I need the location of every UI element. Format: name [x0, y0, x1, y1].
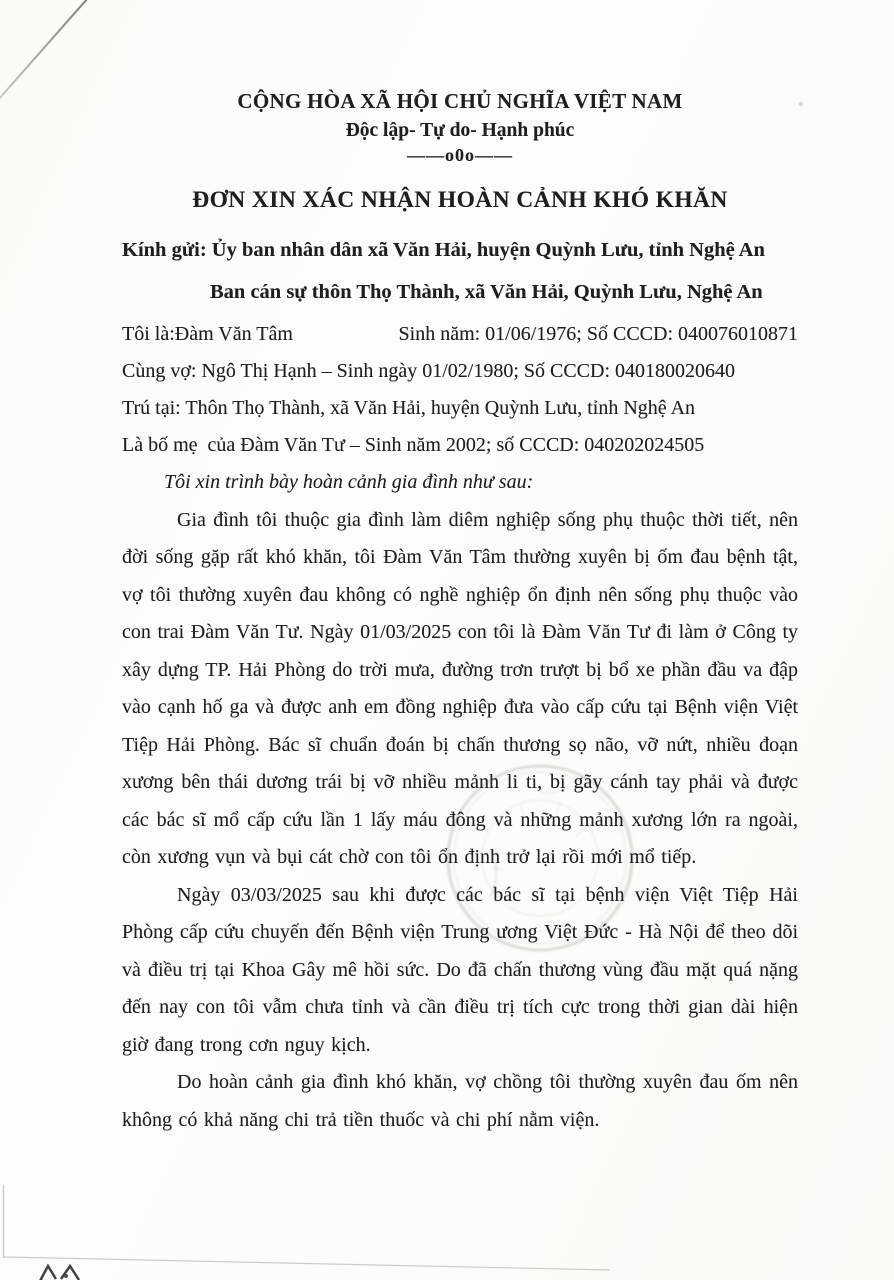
national-motto-line1: CỘNG HÒA XÃ HỘI CHỦ NGHĨA VIỆT NAM	[237, 89, 683, 113]
statement-intro: Tôi xin trình bày hoàn cảnh gia đình như sau:	[164, 471, 534, 493]
recipient-line-2: Ban cán sự thôn Thọ Thành, xã Văn Hải, Quỳnh Lưu, Nghệ An	[210, 281, 763, 303]
declarant-wife-line: Cùng vợ: Ngô Thị Hạnh – Sinh ngày 01/02/1980; Số CCCD: 040180020640	[122, 360, 736, 382]
body-paragraph-1: Gia đình tôi thuộc gia đình làm diêm nghiệp sống phụ thuộc thời tiết, nên đời sống gặp rất khó khăn, tôi Đàm Văn Tâm thường xuyên bị ốm đau bệnh tật, vợ tôi thường xuyên đau không có nghề nghiệp ổn định nên sống phụ thuộc vào con trai Đàm Văn Tư. Ngày 01/03/2025 con tôi là Đàm Văn Tư đi làm ở Công ty xây dựng TP. Hải Phòng do trời mưa, đường trơn trượt bị bổ xe phần đầu va đập vào cạnh hố ga và được anh em đồng nghiệp đưa vào cấp cứu tại Bệnh viện Việt Tiệp Hải Phòng. Bác sĩ chuẩn đoán bị chấn thương sọ não, vỡ nứt, nhiều đoạn xương bên thái dương trái bị vỡ nhiều mảnh li ti, bị gãy cánh tay phải và được các bác sĩ mổ cấp cứu lần 1 lấy máu đông và những mảnh xương lớn ra ngoài, còn xương vụn và bụi cát chờ con tôi ổn định trở lại rồi mới mổ tiếp.	[122, 508, 798, 868]
recipient-line-1: Kính gửi: Ủy ban nhân dân xã Văn Hải, huyện Quỳnh Lưu, tỉnh Nghệ An	[122, 239, 765, 261]
scan-artifact-bottom-mark-1	[40, 1266, 56, 1280]
document-title: ĐƠN XIN XÁC NHẬN HOÀN CẢNH KHÓ KHĂN	[192, 187, 728, 213]
declarant-info	[122, 316, 798, 464]
national-motto-line2: Độc lập- Tự do- Hạnh phúc	[345, 120, 575, 141]
scan-artifact-bottom-mark-2	[61, 1266, 79, 1280]
national-header	[122, 88, 798, 166]
declarant-birth-id: Sinh năm: 01/06/1976; Số CCCD: 040076010871	[398, 323, 798, 345]
scan-artifact-bottom-dot	[64, 1274, 68, 1278]
declarant-self-line	[122, 316, 798, 353]
scan-artifact-bottom-edge	[4, 1257, 610, 1270]
declarant-name: Tôi là:Đàm Văn Tâm	[122, 323, 293, 345]
body-paragraph-2: Ngày 03/03/2025 sau khi được các bác sĩ tại bệnh viện Việt Tiệp Hải Phòng cấp cứu chuyến đến Bệnh viện Trung ương Việt Đức - Hà Nội để theo dõi và điều trị tại Khoa Gây mê hồi sức. Do đã chấn thương vùng đầu mặt quá nặng đến nay con tôi vẫm chưa tỉnh và cần điều trị tích cực trong thời gian dài hiện giờ đang trong cơn nguy kịch.	[122, 883, 798, 1056]
declarant-son-line: Là bố mẹ của Đàm Văn Tư – Sinh năm 2002; số CCCD: 040202024505	[122, 434, 705, 456]
header-divider-o0o: ——o0o——	[407, 145, 513, 165]
body-paragraph-3: Do hoàn cảnh gia đình khó khăn, vợ chồng tôi thường xuyên đau ốm nên không có khả năng chi trả tiền thuốc và chi phí nằm viện.	[122, 1071, 798, 1131]
declarant-address-line: Trú tại: Thôn Thọ Thành, xã Văn Hải, huyện Quỳnh Lưu, tỉnh Nghệ An	[122, 397, 696, 419]
